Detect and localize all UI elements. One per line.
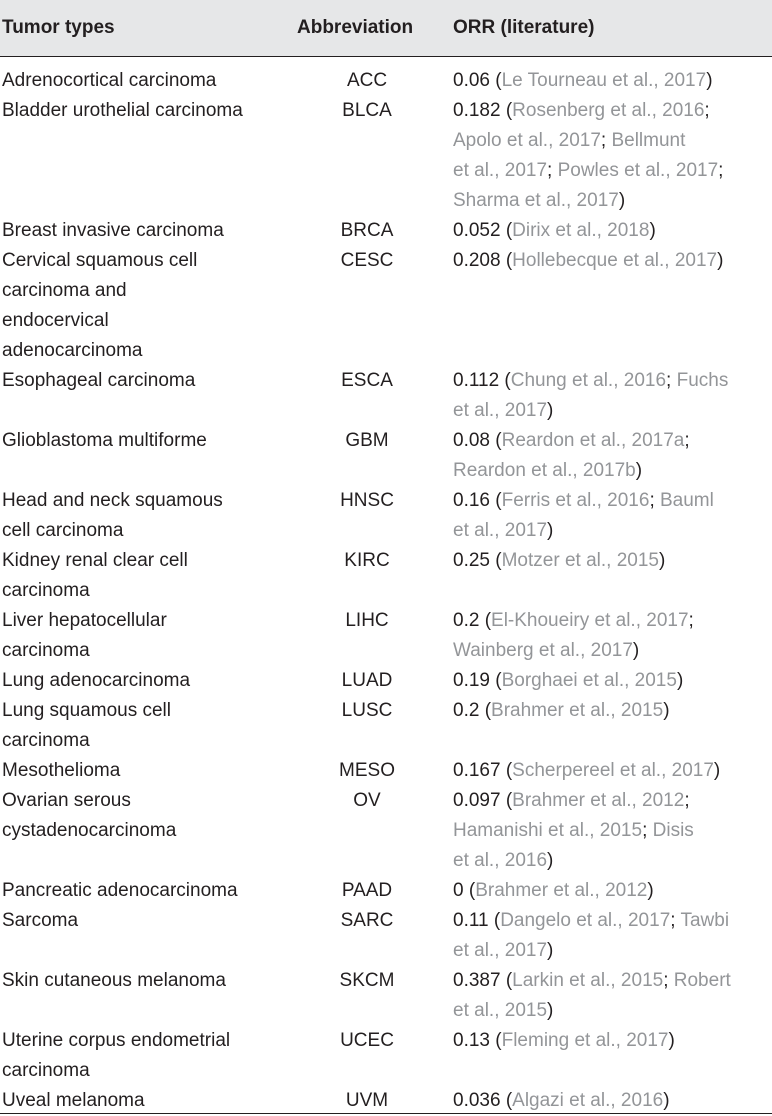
tumor-type-line: Lung adenocarcinoma	[2, 670, 191, 691]
orr-line	[453, 696, 771, 726]
citation-link[interactable]: Apolo et al., 2017	[453, 130, 601, 151]
tumor-type-cell	[2, 1086, 282, 1116]
table-row	[0, 546, 772, 606]
tumor-type-cell	[2, 906, 282, 936]
abbreviation-cell: ACC	[346, 70, 388, 91]
tumor-type-cell	[2, 216, 282, 246]
citation-link[interactable]: Bauml	[660, 490, 714, 511]
orr-text: )	[647, 880, 654, 901]
citation-link[interactable]: Brahmer et al., 2012	[512, 790, 685, 811]
citation-link[interactable]: Rosenberg et al., 2016	[512, 100, 705, 121]
orr-line	[453, 666, 771, 696]
tumor-type-line: Lung squamous cell	[2, 700, 171, 721]
table-row	[0, 96, 772, 216]
orr-text: (	[484, 610, 492, 631]
citation-link[interactable]: et al., 2017	[453, 400, 548, 421]
orr-line	[453, 906, 771, 936]
orr-text: 0.06	[453, 70, 496, 91]
tumor-type-cell	[2, 756, 282, 786]
orr-line	[453, 246, 771, 276]
orr-text: )	[663, 700, 670, 721]
orr-text: ;	[642, 820, 653, 841]
tumor-type-line: cell carcinoma	[2, 520, 124, 541]
orr-cell	[453, 546, 771, 576]
orr-text: 0.052	[453, 220, 506, 241]
orr-text: 0.2	[453, 610, 485, 631]
orr-text: (	[505, 100, 513, 121]
citation-link[interactable]: Motzer et al., 2015	[501, 550, 659, 571]
orr-text: 0.167	[453, 760, 506, 781]
orr-line	[453, 846, 771, 876]
tumor-type-line: endocervical	[2, 310, 109, 331]
tumor-type-cell	[2, 96, 282, 126]
orr-line	[453, 636, 771, 666]
tumor-type-line: Uveal melanoma	[2, 1090, 145, 1111]
tumor-type-cell	[2, 1026, 282, 1086]
tumor-type-line: carcinoma	[2, 640, 90, 661]
tumor-type-line: Mesothelioma	[2, 760, 121, 781]
tumor-type-line: Cervical squamous cell	[2, 250, 198, 271]
orr-cell	[453, 96, 771, 216]
orr-line	[453, 996, 771, 1026]
tumor-type-cell	[2, 426, 282, 456]
orr-text: 0.13	[453, 1030, 496, 1051]
citation-link[interactable]: Hamanishi et al., 2015	[453, 820, 643, 841]
orr-text: )	[547, 400, 554, 421]
table-row	[0, 756, 772, 786]
table-body	[0, 66, 772, 1116]
header-abbreviation: Abbreviation	[297, 17, 414, 38]
orr-text: 0.112	[453, 370, 505, 391]
tumor-type-line: carcinoma	[2, 1060, 90, 1081]
table-row	[0, 486, 772, 546]
orr-line	[453, 1086, 771, 1116]
orr-text: (	[505, 220, 513, 241]
orr-cell	[453, 966, 771, 1026]
orr-text: )	[713, 760, 721, 781]
citation-link[interactable]: Dangelo et al., 2017	[500, 910, 671, 931]
abbreviation-cell: HNSC	[340, 490, 394, 511]
orr-text: (	[505, 790, 513, 811]
orr-text: (	[484, 700, 492, 721]
tumor-type-line: Pancreatic adenocarcinoma	[2, 880, 238, 901]
orr-text: (	[495, 1030, 502, 1051]
orr-text: ;	[547, 160, 558, 181]
orr-text: 0.208	[453, 250, 506, 271]
orr-line	[453, 96, 771, 126]
orr-text: )	[547, 850, 554, 871]
orr-cell	[453, 606, 771, 666]
orr-cell	[453, 1086, 771, 1116]
table-bottom-rule	[0, 1113, 772, 1114]
citation-link[interactable]: et al., 2015	[453, 1000, 548, 1021]
orr-cell	[453, 1026, 771, 1056]
orr-line	[453, 486, 771, 516]
orr-line	[453, 966, 771, 996]
header-tumor-types: Tumor types	[2, 17, 115, 38]
orr-line	[453, 126, 771, 156]
citation-link[interactable]: Hollebecque et al., 2017	[512, 250, 718, 271]
orr-line	[453, 456, 771, 486]
table-row	[0, 426, 772, 486]
orr-text: )	[706, 70, 713, 91]
orr-line	[453, 816, 771, 846]
orr-line	[453, 1026, 771, 1056]
tumor-type-line: Ovarian serous	[2, 790, 131, 811]
orr-text: )	[676, 670, 684, 691]
orr-text: ;	[684, 430, 690, 451]
orr-text: ;	[704, 100, 710, 121]
tumor-type-line: Head and neck squamous	[2, 490, 223, 511]
orr-text: )	[618, 190, 626, 211]
citation-link[interactable]: Reardon et al., 2017a	[501, 430, 685, 451]
abbreviation-cell: BLCA	[342, 100, 392, 121]
citation-link[interactable]: et al., 2016	[453, 850, 548, 871]
citation-link[interactable]: Brahmer et al., 2012	[475, 880, 648, 901]
citation-link[interactable]: Powles et al., 2017	[557, 160, 719, 181]
tumor-type-line: Uterine corpus endometrial	[2, 1030, 231, 1051]
orr-text: )	[632, 640, 640, 661]
table-row	[0, 606, 772, 666]
citation-link[interactable]: et al., 2017	[453, 520, 548, 541]
orr-text: )	[547, 940, 554, 961]
orr-text: )	[635, 460, 643, 481]
tumor-type-cell	[2, 966, 282, 996]
orr-cell	[453, 366, 771, 426]
orr-cell	[453, 216, 771, 246]
tumor-type-line: Breast invasive carcinoma	[2, 220, 224, 241]
citation-link[interactable]: Fuchs	[676, 370, 729, 391]
orr-text: (	[495, 490, 502, 511]
tumor-type-line: carcinoma	[2, 580, 90, 601]
tumor-type-line: carcinoma and	[2, 280, 127, 301]
table-row	[0, 966, 772, 1026]
orr-text: 0.19	[453, 670, 496, 691]
abbreviation-cell: BRCA	[340, 220, 394, 241]
orr-text: )	[668, 1030, 675, 1051]
tumor-type-cell	[2, 486, 282, 546]
citation-link[interactable]: Robert	[673, 970, 731, 991]
orr-line	[453, 186, 771, 216]
orr-line	[453, 156, 771, 186]
tumor-type-line: Glioblastoma multiforme	[2, 430, 207, 451]
orr-text: (	[505, 760, 513, 781]
orr-line	[453, 606, 771, 636]
orr-text: )	[663, 1090, 670, 1111]
abbreviation-cell: GBM	[345, 430, 389, 451]
tumor-type-line: Adrenocortical carcinoma	[2, 70, 217, 91]
citation-link[interactable]: Bellmunt	[611, 130, 686, 151]
orr-text: 0.182	[453, 100, 506, 121]
header-orr: ORR (literature)	[453, 17, 595, 38]
orr-line	[453, 426, 771, 456]
orr-text: (	[493, 910, 501, 931]
citation-link[interactable]: Borghaei et al., 2015	[501, 670, 677, 691]
abbreviation-cell: OV	[353, 790, 381, 811]
tumor-type-cell	[2, 546, 282, 606]
citation-link[interactable]: Tawbi	[680, 910, 730, 931]
tumor-type-cell	[2, 876, 282, 906]
abbreviation-cell: LUSC	[341, 700, 393, 721]
tumor-type-line: Skin cutaneous melanoma	[2, 970, 226, 991]
orr-text: ;	[663, 970, 674, 991]
orr-text: (	[468, 880, 476, 901]
orr-text: 0.11	[453, 910, 494, 931]
abbreviation-cell: LUAD	[341, 670, 393, 691]
tumor-type-line: Kidney renal clear cell	[2, 550, 188, 571]
orr-text: (	[505, 1090, 513, 1111]
table-row	[0, 696, 772, 756]
citation-link[interactable]: Brahmer et al., 2015	[491, 700, 664, 721]
table-row	[0, 666, 772, 696]
orr-line	[453, 66, 771, 96]
tumor-type-line: Sarcoma	[2, 910, 79, 931]
citation-link[interactable]: Wainberg et al., 2017	[453, 640, 633, 661]
orr-text: (	[495, 70, 502, 91]
orr-cell	[453, 696, 771, 726]
orr-text: ;	[718, 160, 724, 181]
citation-link[interactable]: Fleming et al., 2017	[501, 1030, 669, 1051]
orr-cell	[453, 426, 771, 486]
orr-text: 0.16	[453, 490, 496, 511]
orr-text: ;	[649, 490, 660, 511]
orr-line	[453, 516, 771, 546]
orr-line	[453, 216, 771, 246]
table-row	[0, 246, 772, 366]
tumor-type-line: adenocarcinoma	[2, 340, 143, 361]
citation-link[interactable]: Chung et al., 2016	[510, 370, 667, 391]
citation-link[interactable]: et al., 2017	[453, 940, 548, 961]
tumor-type-cell	[2, 606, 282, 666]
citation-link[interactable]: et al., 2017	[453, 160, 548, 181]
orr-text: 0.036	[453, 1090, 506, 1111]
orr-text: ;	[684, 790, 690, 811]
abbreviation-cell: UCEC	[340, 1030, 394, 1051]
orr-text: (	[504, 370, 511, 391]
table-row	[0, 216, 772, 246]
orr-cell	[453, 666, 771, 696]
orr-cell	[453, 66, 771, 96]
table-header	[0, 0, 772, 57]
citation-link[interactable]: El-Khoueiry et al., 2017	[491, 610, 689, 631]
tumor-type-cell	[2, 366, 282, 396]
tumor-type-cell	[2, 66, 282, 96]
orr-cell	[453, 246, 771, 276]
abbreviation-cell: SKCM	[339, 970, 395, 991]
table-row	[0, 786, 772, 876]
orr-cell	[453, 486, 771, 546]
orr-text: )	[547, 1000, 554, 1021]
orr-line	[453, 786, 771, 816]
orr-cell	[453, 756, 771, 786]
orr-text: ;	[600, 130, 612, 151]
citation-link[interactable]: Reardon et al., 2017b	[453, 460, 636, 481]
orr-text: (	[495, 550, 502, 571]
orr-text: ;	[670, 910, 681, 931]
abbreviation-cell: KIRC	[344, 550, 390, 571]
orr-text: 0	[453, 880, 469, 901]
orr-text: (	[505, 970, 513, 991]
citation-link[interactable]: Algazi et al., 2016	[512, 1090, 664, 1111]
orr-cell	[453, 786, 771, 876]
citation-link[interactable]: Larkin et al., 2015	[512, 970, 664, 991]
orr-text: )	[658, 550, 666, 571]
orr-text: 0.387	[453, 970, 506, 991]
abbreviation-cell: MESO	[339, 760, 395, 781]
orr-line	[453, 756, 771, 786]
orr-line	[453, 936, 771, 966]
table-row	[0, 876, 772, 906]
table-row	[0, 1026, 772, 1086]
tumor-type-cell	[2, 696, 282, 756]
orr-line	[453, 876, 771, 906]
tumor-type-line: Bladder urothelial carcinoma	[2, 100, 243, 121]
orr-line	[453, 546, 771, 576]
citation-link[interactable]: Disis	[652, 820, 694, 841]
citation-link[interactable]: Sharma et al., 2017	[453, 190, 619, 211]
orr-text: )	[547, 520, 554, 541]
orr-text: 0.08	[453, 430, 496, 451]
abbreviation-cell: UVM	[345, 1090, 389, 1111]
tumor-type-cell	[2, 666, 282, 696]
orr-line	[453, 366, 771, 396]
citation-link[interactable]: Dirix et al., 2018	[512, 220, 650, 241]
table-row	[0, 1086, 772, 1116]
tumor-type-line: Liver hepatocellular	[2, 610, 167, 631]
tumor-type-line: carcinoma	[2, 730, 90, 751]
abbreviation-cell: LIHC	[345, 610, 389, 631]
orr-text: )	[717, 250, 724, 271]
orr-text: (	[495, 670, 502, 691]
tumor-type-line: Esophageal carcinoma	[2, 370, 196, 391]
orr-text: 0.25	[453, 550, 496, 571]
table-row	[0, 66, 772, 96]
tumor-type-line: cystadenocarcinoma	[2, 820, 177, 841]
orr-cell	[453, 876, 771, 906]
citation-link[interactable]: Le Tourneau et al., 2017	[501, 70, 707, 91]
abbreviation-cell: PAAD	[341, 880, 393, 901]
orr-text: (	[495, 430, 502, 451]
citation-link[interactable]: Scherpereel et al., 2017	[512, 760, 714, 781]
orr-text: (	[505, 250, 513, 271]
orr-text: ;	[666, 370, 677, 391]
orr-cell	[453, 906, 771, 966]
orr-text: ;	[688, 610, 694, 631]
orr-text: )	[649, 220, 656, 241]
orr-text: 0.097	[453, 790, 506, 811]
orr-line	[453, 396, 771, 426]
tumor-type-cell	[2, 786, 282, 846]
abbreviation-cell: SARC	[340, 910, 394, 931]
orr-text: 0.2	[453, 700, 485, 721]
table-row	[0, 366, 772, 426]
abbreviation-cell: CESC	[340, 250, 394, 271]
abbreviation-cell: ESCA	[341, 370, 393, 391]
tumor-type-cell	[2, 246, 282, 366]
citation-link[interactable]: Ferris et al., 2016	[501, 490, 650, 511]
table-row	[0, 906, 772, 966]
